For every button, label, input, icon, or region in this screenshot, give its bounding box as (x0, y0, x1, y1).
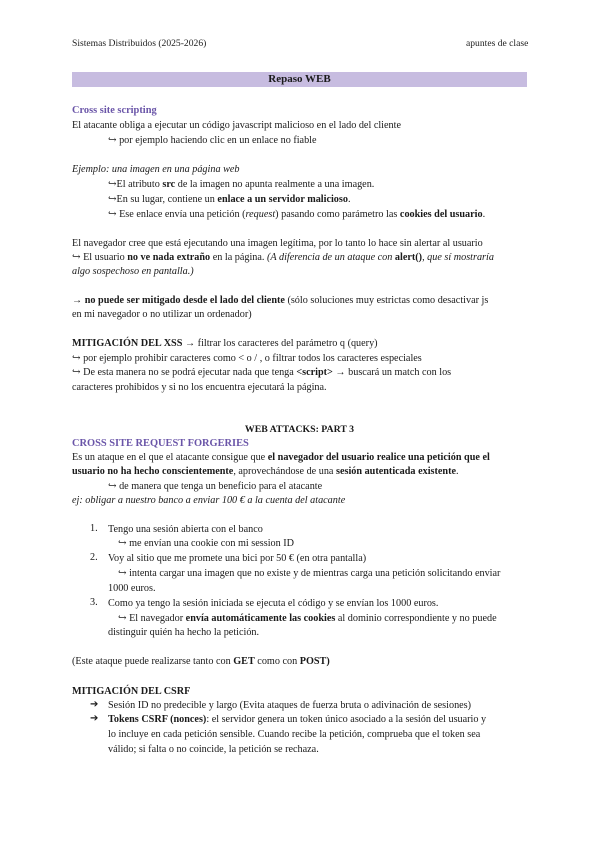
csrf-mitigation-item-2: Tokens CSRF (nonces): el servidor genera un token único asociado a la sesión del usuario y (108, 714, 487, 725)
arrow-icon: ➔ (90, 699, 99, 710)
browser-line: El navegador cree que está ejecutando una imagen legítima, por lo tanto lo hace sin alertar al usuario (72, 238, 483, 249)
csrf-mitigation-heading: MITIGACIÓN DEL CSRF (72, 686, 191, 697)
no-mitigation-line-cont: en mi navegador o no utilizar un ordenador) (72, 309, 252, 320)
list-number: 1. (90, 523, 98, 534)
list-item-sub: ↪ intenta cargar una imagen que no existe y de mientras carga una petición solicitando enviar (118, 568, 501, 579)
list-item: Tengo una sesión abierta con el banco (108, 524, 263, 535)
csrf-note: (Este ataque puede realizarse tanto con GET como con POST) (72, 656, 330, 667)
example-item-1: ↪El atributo src de la imagen no apunta realmente a una imagen. (108, 179, 375, 190)
xss-line1: El atacante obliga a ejecutar un código javascript malicioso en el lado del cliente (72, 120, 401, 131)
list-item-sub: ↪ El navegador envía automáticamente las cookies al dominio correspondiente y no puede (118, 613, 497, 624)
csrf-heading: CROSS SITE REQUEST FORGERIES (72, 438, 249, 449)
part-title: WEB ATTACKS: PART 3 (244, 424, 355, 435)
csrf-mitigation-item-2-cont2: válido; si falta o no coincide, la petición se rechaza. (108, 744, 319, 755)
xss-mitigation-line2: ↪ por ejemplo prohibir caracteres como < o / , o filtrar todos los caracteres especiales (72, 353, 422, 364)
list-number: 2. (90, 552, 98, 563)
list-item: Como ya tengo la sesión iniciada se ejecuta el código y se envían los 1000 euros. (108, 598, 439, 609)
xss-heading: Cross site scripting (72, 105, 157, 116)
xss-mitigation-line: MITIGACIÓN DEL XSS → filtrar los caracteres del parámetro q (query) (72, 338, 378, 349)
header-right: apuntes de clase (466, 38, 529, 49)
csrf-p1-line2: usuario no ha hecho conscientemente, aprovechándose de una sesión autenticada existente. (72, 466, 459, 477)
arrow-icon: ➔ (90, 713, 99, 724)
page-title: Repaso WEB (268, 73, 331, 85)
xss-line2: ↪ por ejemplo haciendo clic en un enlace no fiable (108, 135, 317, 146)
xss-mitigation-para: ↪ De esta manera no se podrá ejecutar nada que tenga <script> → buscará un match con los (72, 367, 452, 378)
csrf-p1-line1: Es un ataque en el que el atacante consigue que el navegador del usuario realice una petición que el (72, 452, 490, 463)
xss-mitigation-line4: caracteres prohibidos y si no los encuentra ejecutará la página. (72, 382, 327, 393)
user-line: ↪ El usuario no ve nada extraño en la página. (A diferencia de un ataque con alert(), que sí mostraría (72, 252, 494, 263)
list-item-sub2: 1000 euros. (108, 583, 156, 594)
user-line-cont: algo sospechoso en pantalla.) (72, 266, 194, 277)
csrf-mitigation-item-1: Sesión ID no predecible y largo (Evita ataques de fuerza bruta o adivinación de sesiones) (108, 700, 472, 711)
csrf-mitigation-item-2-cont: lo incluye en cada petición sensible. Cuando recibe la petición, comprueba que el token sea (108, 729, 481, 740)
list-item-sub: ↪ me envían una cookie con mi session ID (118, 538, 295, 549)
header-left: Sistemas Distribuidos (2025-2026) (72, 38, 207, 49)
no-mitigation-line: → no puede ser mitigado desde el lado del cliente (sólo soluciones muy estrictas como desactivar js (72, 295, 489, 306)
list-item-sub2: distinguir quién ha hecho la petición. (108, 627, 260, 638)
csrf-example: ej: obligar a nuestro banco a enviar 100 € a la cuenta del atacante (72, 495, 346, 506)
list-item: Voy al sitio que me promete una bici por 50 € (en otra pantalla) (108, 553, 367, 564)
title-bar (72, 72, 527, 87)
example-item-2: ↪En su lugar, contiene un enlace a un servidor malicioso. (108, 194, 351, 205)
list-number: 3. (90, 597, 98, 608)
csrf-p1-line3: ↪ de manera que tenga un beneficio para el atacante (108, 481, 323, 492)
example-item-3: ↪ Ese enlace envía una petición (request) pasando como parámetro las cookies del usuario. (108, 209, 486, 220)
example-title: Ejemplo: una imagen en una página web (72, 164, 240, 175)
